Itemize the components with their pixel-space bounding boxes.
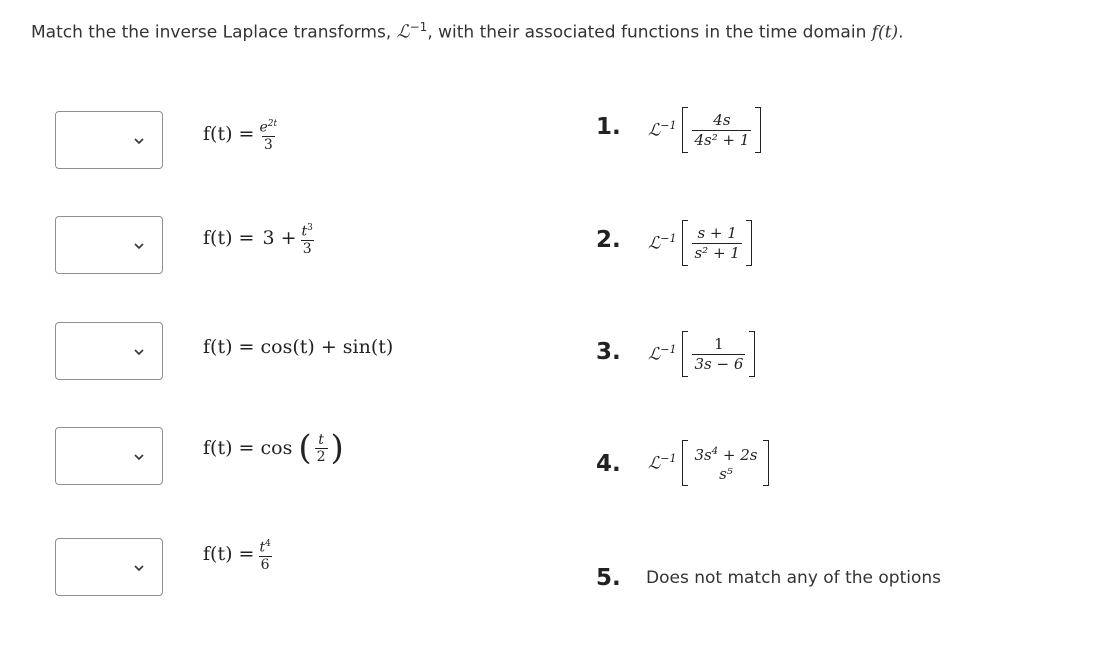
fraction-denominator: 6 — [260, 556, 270, 573]
function-prefix: 3 + — [262, 227, 297, 250]
option-5-text: Does not match any of the options — [646, 568, 941, 588]
laplace-operator: ℒ$^{-1}$ — [648, 232, 677, 254]
function-lhs: f(t) = cos — [203, 437, 293, 459]
match-dropdown-3[interactable] — [55, 322, 163, 380]
fraction-denominator: 2 — [316, 448, 326, 465]
laplace-operator: ℒ$^{-1}$ — [648, 119, 677, 141]
laplace-operator: ℒ$^{-1}$ — [648, 452, 677, 474]
function-text: f(t) = cos(t) + sin(t) — [203, 336, 394, 358]
match-dropdown-1[interactable] — [55, 111, 163, 169]
option-number-5: 5. — [596, 565, 621, 591]
fraction-denominator: s⁵ — [719, 465, 733, 483]
right-paren: ) — [330, 428, 344, 468]
function-2 — [203, 220, 318, 257]
chevron-down-icon — [134, 347, 144, 357]
fraction-denominator: s² + 1 — [694, 243, 740, 262]
match-dropdown-2[interactable] — [55, 216, 163, 274]
laplace-exponent: −1 — [409, 20, 428, 34]
chevron-down-icon — [134, 136, 144, 146]
function-lhs: f(t) = — [203, 123, 255, 146]
option-number-4: 4. — [596, 451, 621, 477]
option-number-3: 3. — [596, 339, 621, 365]
function-5 — [203, 536, 276, 573]
fraction-numerator: $t^4$ — [259, 539, 271, 556]
chevron-down-icon — [134, 452, 144, 462]
prompt-text: Match the the inverse Laplace transforms, — [31, 22, 397, 43]
fraction-denominator: 3 — [302, 240, 312, 257]
fraction-numerator: 4s — [713, 110, 731, 129]
bracketed-fraction — [682, 440, 769, 486]
left-paren: ( — [298, 428, 312, 468]
function-lhs: f(t) = — [203, 227, 255, 250]
match-dropdown-5[interactable] — [55, 538, 163, 596]
fraction-numerator: $e^{2t}$ — [259, 119, 278, 136]
option-1-expression — [648, 107, 761, 153]
function-fraction — [300, 220, 315, 257]
chevron-down-icon — [134, 241, 144, 251]
laplace-operator: ℒ$^{-1}$ — [648, 343, 677, 365]
function-lhs: f(t) = — [203, 543, 255, 566]
function-1 — [203, 116, 282, 153]
bracketed-fraction — [682, 220, 751, 266]
fraction-numerator: $t^3$ — [301, 223, 313, 240]
prompt-text-middle: , with their associated functions in the time domain — [427, 22, 872, 43]
prompt-f-of-t: f(t) — [871, 22, 899, 43]
fraction-numerator: $3s^4 + 2s$ — [694, 446, 758, 464]
function-4 — [203, 428, 344, 468]
function-fraction — [315, 432, 328, 465]
fraction-numerator: 1 — [714, 334, 724, 353]
match-dropdown-4[interactable] — [55, 427, 163, 485]
bracketed-fraction — [682, 107, 761, 153]
fraction-denominator: 4s² + 1 — [694, 130, 750, 149]
option-number-2: 2. — [596, 227, 621, 253]
chevron-down-icon — [134, 563, 144, 573]
option-3-expression — [648, 331, 755, 377]
fraction-denominator: 3 — [263, 136, 273, 153]
function-fraction — [257, 536, 272, 573]
prompt-period: . — [898, 22, 904, 43]
fraction-numerator: s + 1 — [697, 223, 737, 242]
function-3 — [203, 336, 393, 358]
laplace-symbol: ℒ — [396, 21, 410, 43]
option-2-expression — [648, 220, 752, 266]
fraction-denominator: 3s − 6 — [694, 354, 744, 373]
function-fraction — [257, 116, 279, 153]
option-number-1: 1. — [596, 114, 621, 140]
question-prompt — [31, 20, 904, 43]
bracketed-fraction — [682, 331, 755, 377]
fraction-numerator: t — [318, 431, 324, 448]
option-4-expression — [648, 440, 769, 486]
